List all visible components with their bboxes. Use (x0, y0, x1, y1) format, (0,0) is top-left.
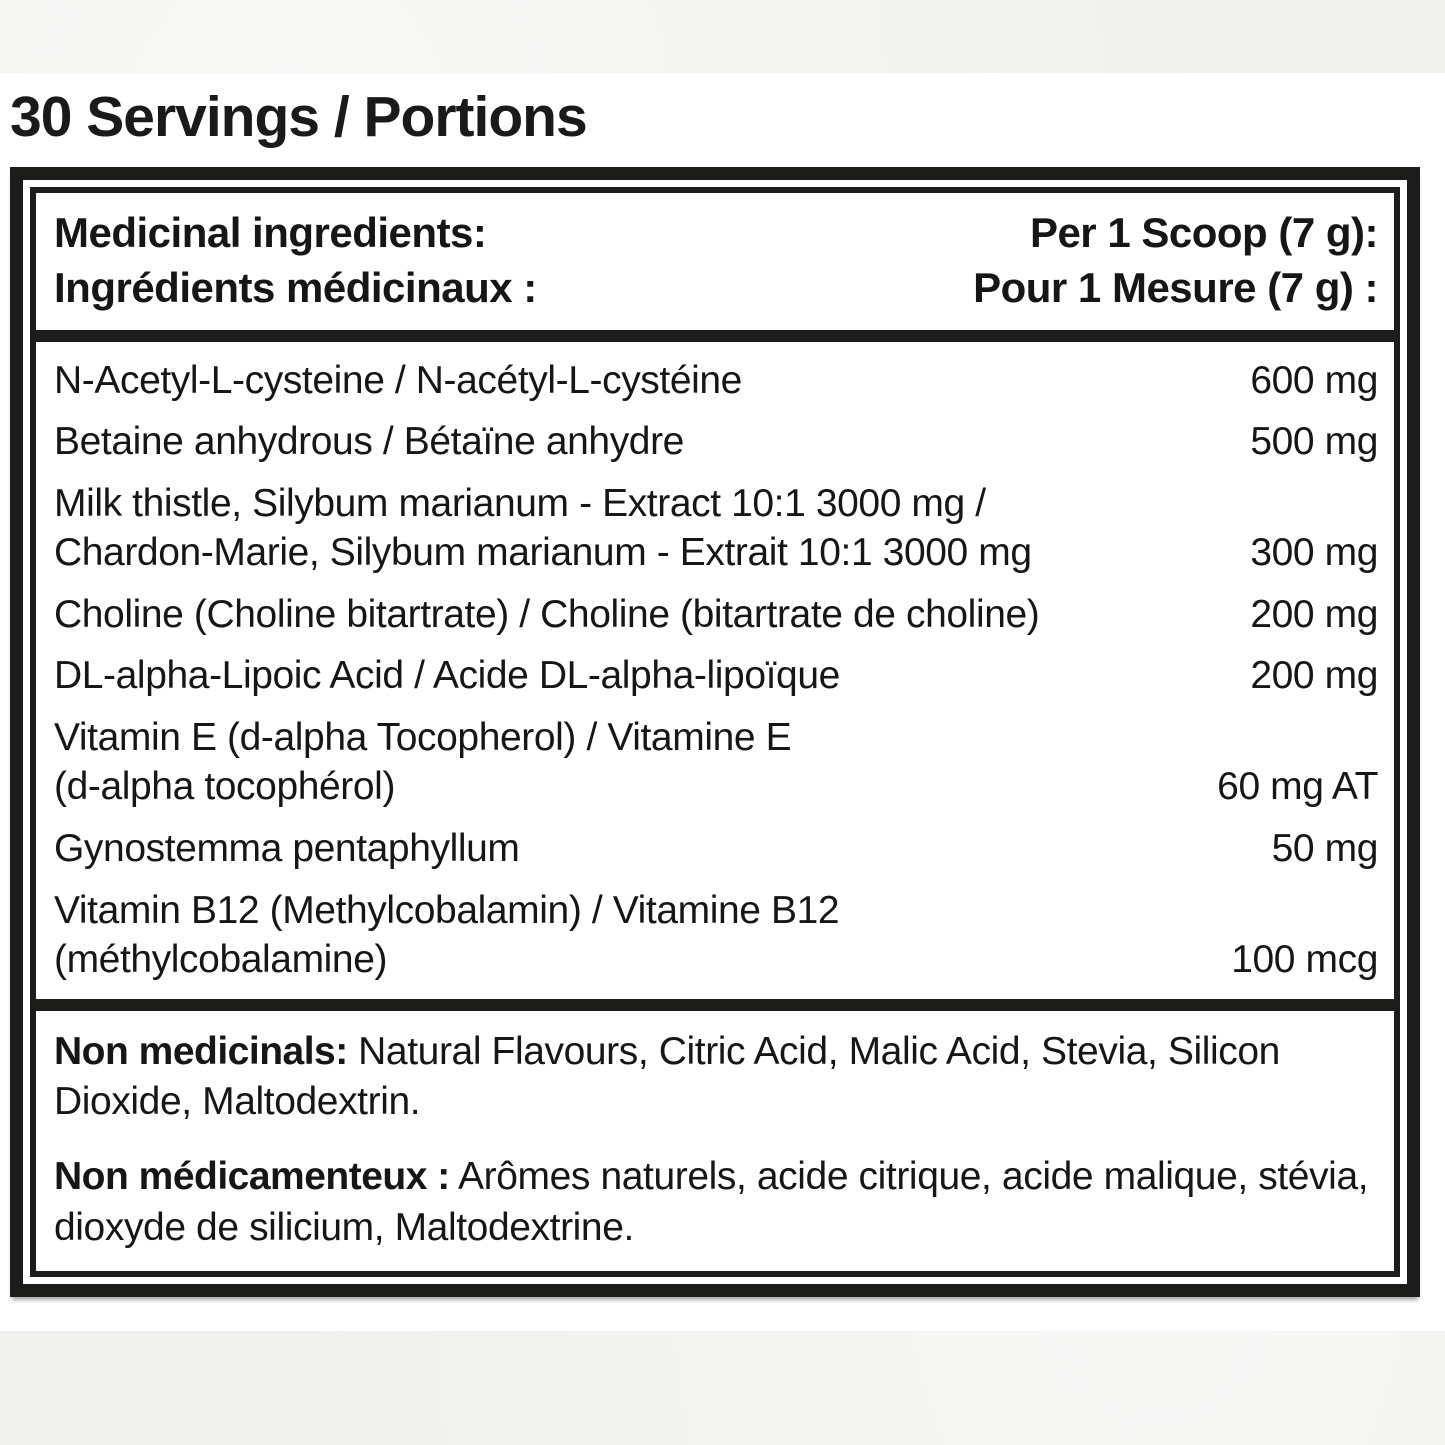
ingredient-row-nac (54, 356, 1378, 406)
ingredient-name-line: DL-alpha-Lipoic Acid / Acide DL-alpha-lipoïque (54, 654, 840, 698)
ingredient-amount: 600 mg (1250, 358, 1378, 402)
panel-header (30, 187, 1400, 336)
ingredients-list (30, 336, 1400, 1005)
ingredient-name (54, 479, 1226, 578)
ingredient-row-gynostemma (54, 824, 1378, 874)
ingredient-name-line: (d-alpha tocophérol) (54, 765, 396, 809)
header-medicinal-en: Medicinal ingredients: (54, 209, 487, 256)
non-medicinals-en-label: Non medicinals: (54, 1029, 348, 1073)
ingredient-row-lipoic-acid (54, 651, 1378, 701)
ingredient-amount: 200 mg (1250, 654, 1378, 698)
ingredient-name (54, 651, 1226, 701)
ingredient-amount: 50 mg (1271, 827, 1378, 870)
servings-title: 30 Servings / Portions (10, 85, 587, 149)
header-medicinal-ingredients (54, 205, 537, 316)
ingredient-row-vitamin-e (54, 713, 1378, 812)
ingredient-name-line: Vitamin E (d-alpha Tocopherol) / Vitamine E (54, 715, 792, 759)
ingredient-row-vitamin-b12 (54, 886, 1378, 985)
ingredient-row-milk-thistle (54, 479, 1378, 578)
ingredient-row-choline (54, 590, 1378, 640)
ingredient-name-line: Vitamin B12 (Methylcobalamin) / Vitamine B12 (54, 888, 840, 932)
ingredient-name (54, 886, 1207, 985)
ingredient-name-line: N-Acetyl-L-cysteine / N-acétyl-L-cystéine (54, 358, 742, 402)
header-per-scoop-en: Per 1 Scoop (7 g): (1029, 209, 1378, 256)
non-medicinals-box (30, 1005, 1400, 1278)
non-medicinals-en (54, 1027, 1378, 1128)
label-paper (0, 73, 1445, 1331)
ingredient-name-line: Milk thistle, Silybum marianum - Extract 10:1 3000 mg / (54, 481, 986, 525)
header-medicinal-fr: Ingrédients médicinaux : (54, 264, 537, 312)
ingredient-name-line: Chardon-Marie, Silybum marianum - Extrait 10:1 3000 mg (54, 531, 1032, 575)
header-per-scoop-fr: Pour 1 Mesure (7 g) : (973, 264, 1378, 312)
supplement-facts-panel (10, 167, 1420, 1297)
non-medicinals-fr-label: Non médicamenteux : (54, 1154, 450, 1198)
ingredient-name (54, 417, 1226, 467)
ingredient-amount: 100 mcg (1231, 938, 1378, 982)
ingredient-name (54, 590, 1226, 640)
ingredient-row-betaine (54, 417, 1378, 467)
non-medicinals-fr-text: Arômes naturels, acide citrique, acide malique, stévia, dioxyde de silicium, Maltodextrine. (54, 1154, 1369, 1249)
header-per-scoop (973, 205, 1378, 316)
ingredient-name (54, 356, 1226, 406)
ingredient-name (54, 824, 1248, 874)
non-medicinals-en-text: Natural Flavours, Citric Acid, Malic Acid, Stevia, Silicon Dioxide, Maltodextrin. (54, 1029, 1280, 1124)
ingredient-amount: 200 mg (1250, 592, 1378, 636)
ingredient-name-line: (méthylcobalamine) (54, 938, 388, 982)
non-medicinals-fr (54, 1152, 1378, 1253)
ingredient-name (54, 713, 1193, 812)
ingredient-name-line: Betaine anhydrous / Bétaïne anhydre (54, 420, 684, 464)
ingredient-amount: 60 mg AT (1217, 765, 1378, 809)
ingredient-name-line: Gynostemma pentaphyllum (54, 827, 520, 870)
ingredient-amount: 500 mg (1250, 420, 1378, 464)
ingredient-amount: 300 mg (1250, 531, 1378, 575)
ingredient-name-line: Choline (Choline bitartrate) / Choline (bitartrate de choline) (54, 592, 1040, 636)
